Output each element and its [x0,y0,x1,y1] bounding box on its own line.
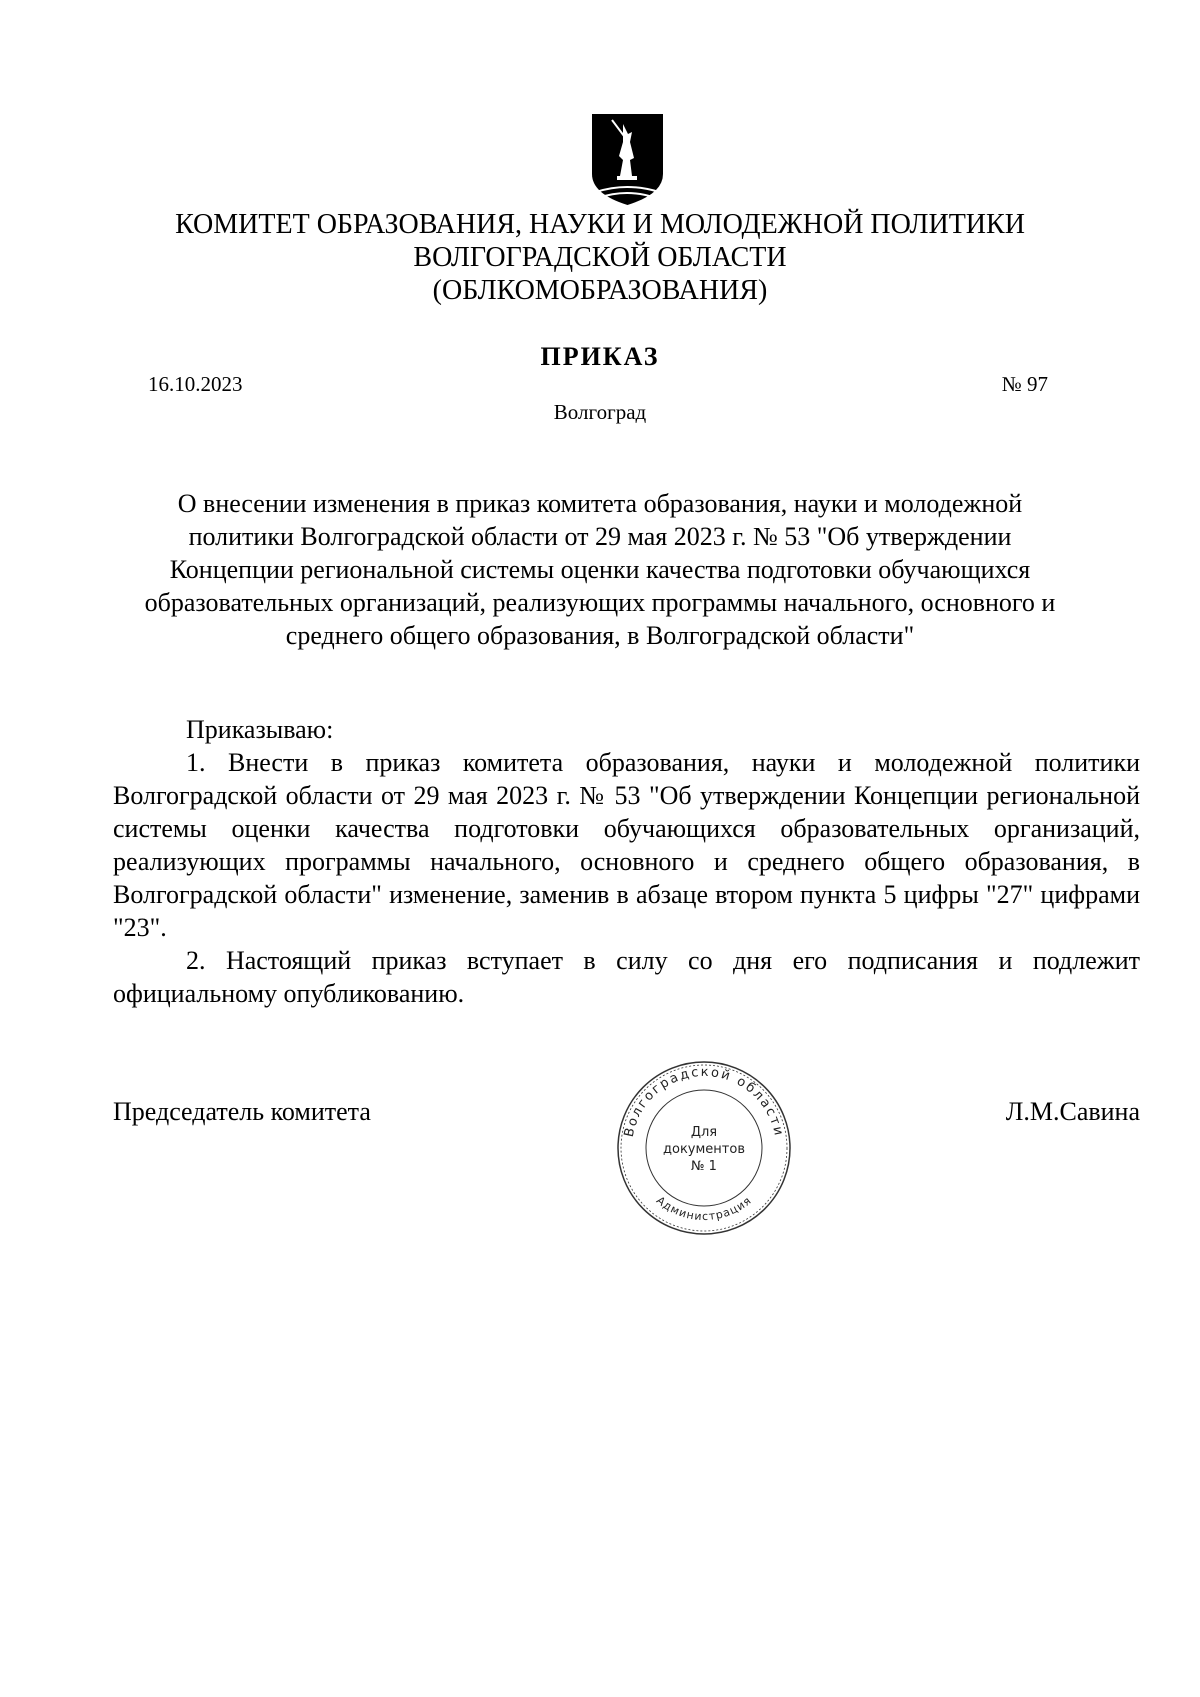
document-title: ПРИКАЗ [540,342,660,371]
order-subject: О внесении изменения в приказ комитета образования, науки и молодежной политики Волгоградской области от 29 мая 2023 г. № 53 "Об утверждении Концепции региональной системы оценки качества подготовки обучающихся образовательных организаций, реализующих программы начального, основного и среднего общего образования, в Волгоградской области" [144,489,1056,650]
seal-center-line: Для [690,1125,718,1140]
seal-center-line: документов [663,1142,745,1157]
org-line: ВОЛГОГРАДСКОЙ ОБЛАСТИ [413,242,787,273]
body-item: 1. Внести в приказ комитета образования, науки и молодежной политики Волгоградской области от 29 мая 2023 г. № 53 "Об утверждении Концепции региональной системы оценки качества подготовки обучающихся образовательных организаций, реализующих программы начального, основного и среднего общего образования, в Волгоградской области" изменение, заменив в абзаце втором пункта 5 цифры "27" цифрами "23". [113,748,1140,942]
body-intro: Приказываю: [186,715,334,744]
order-date: 16.10.2023 [148,372,243,396]
order-body [113,713,1140,1010]
org-line: (ОБЛКОМОБРАЗОВАНИЯ) [432,275,768,306]
order-number: № 97 [1001,372,1048,396]
seal-ring-text: Волгоградской области [621,1064,787,1139]
official-stamp-icon [614,1058,794,1238]
order-city: Волгоград [553,400,647,424]
organization-name [0,208,1200,307]
signatory-name: Л.М.Савина [1005,1097,1140,1126]
volgograd-coat-of-arms-icon [590,112,665,207]
org-line: КОМИТЕТ ОБРАЗОВАНИЯ, НАУКИ И МОЛОДЕЖНОЙ ПОЛИТИКИ [175,209,1025,240]
seal-lower-ring-text: Администрация [653,1193,755,1224]
signatory-role: Председатель комитета [113,1097,371,1126]
seal-center-line: № 1 [691,1159,717,1174]
body-item: 2. Настоящий приказ вступает в силу со дня его подписания и подлежит официальному опубликованию. [113,946,1140,1008]
